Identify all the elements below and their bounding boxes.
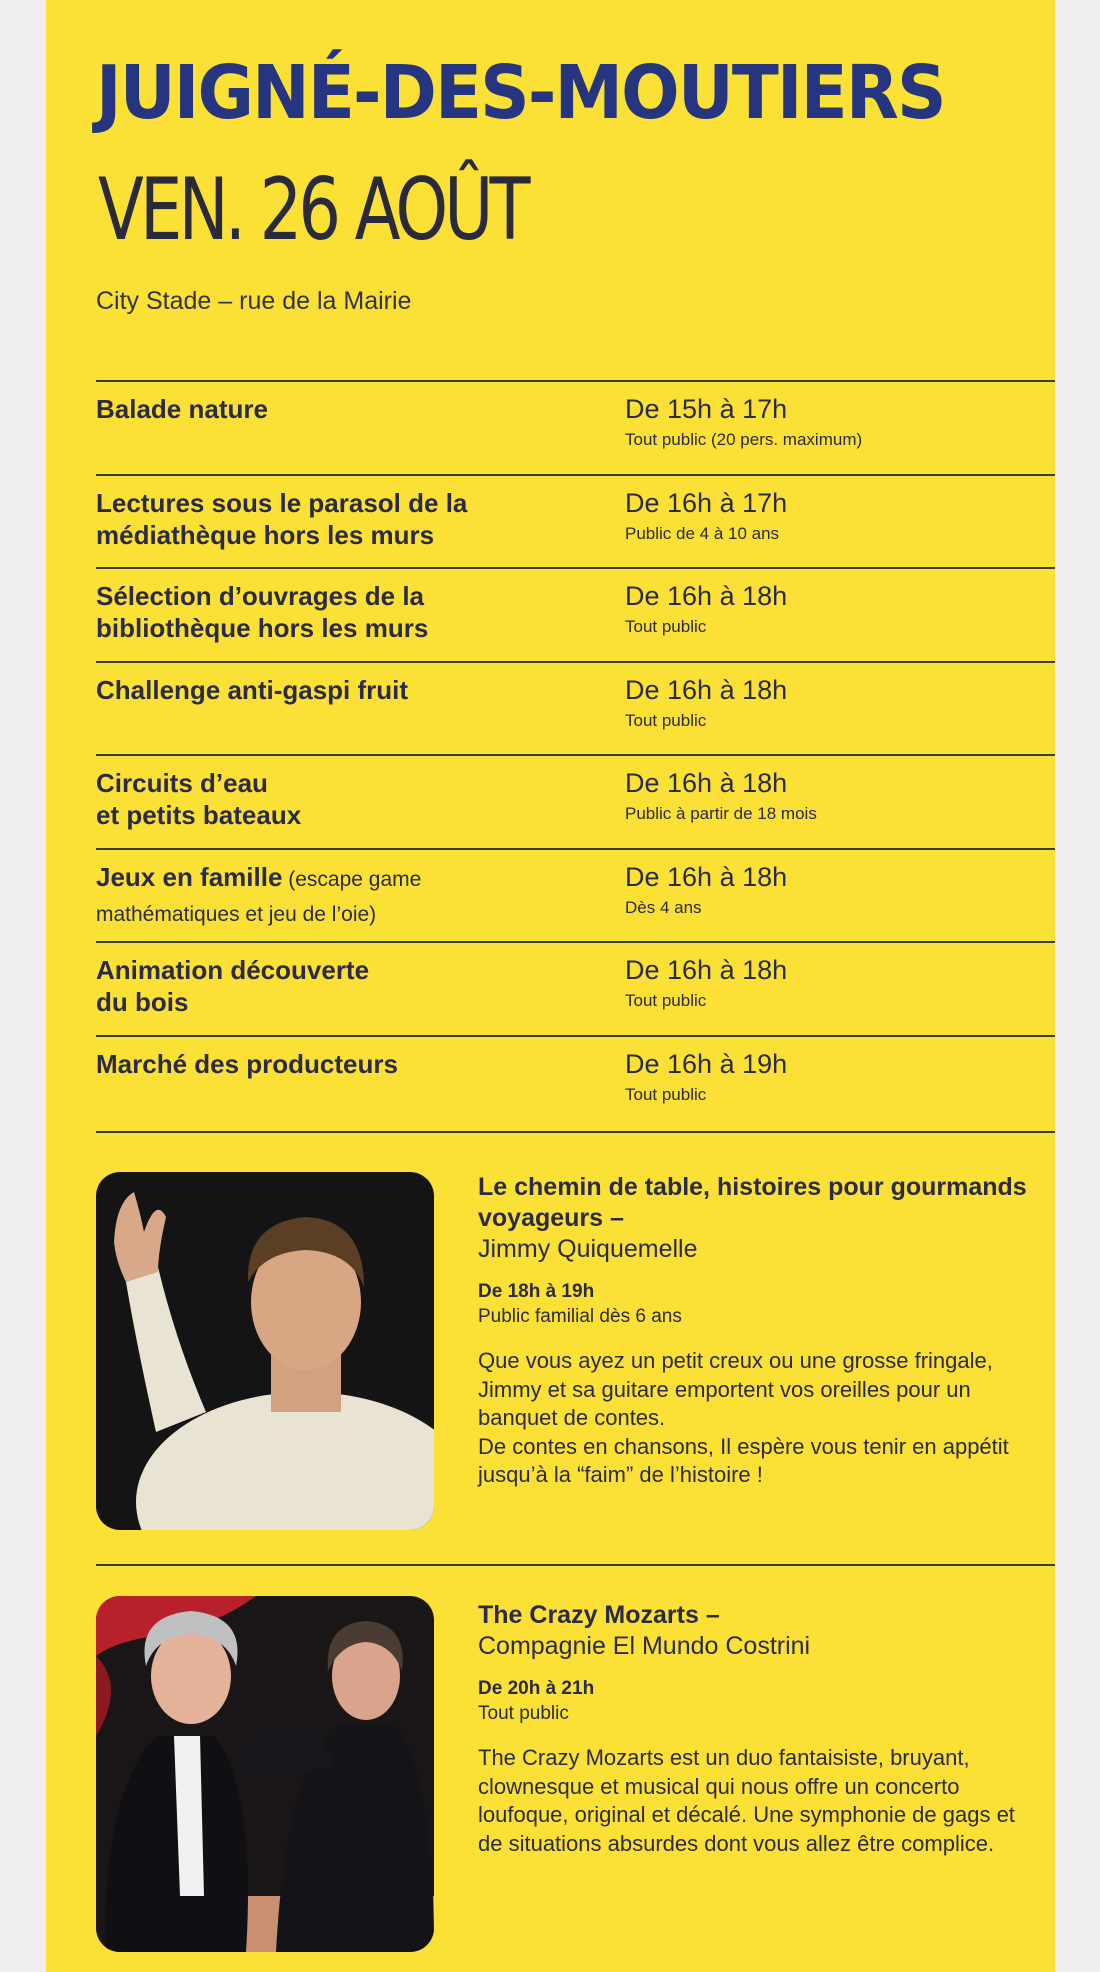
schedule-row bbox=[96, 848, 1055, 942]
schedule-row bbox=[96, 567, 1055, 661]
show-time: De 18h à 19h bbox=[478, 1281, 595, 1302]
show-audience: Public familial dès 6 ans bbox=[478, 1306, 682, 1327]
activity-name: Animation découverte du bois bbox=[96, 955, 370, 1017]
flyer-page bbox=[46, 0, 1055, 1972]
show-crazy-mozarts bbox=[96, 1564, 1055, 1856]
activity-name: Circuits d’eau et petits bateaux bbox=[96, 768, 302, 830]
activity-audience: Public à partir de 18 mois bbox=[625, 804, 817, 823]
activity-audience: Tout public bbox=[625, 710, 707, 730]
schedule-row bbox=[96, 754, 1055, 848]
activity-time: De 16h à 18h bbox=[625, 768, 788, 798]
activity-name: Marché des producteurs bbox=[96, 1048, 398, 1079]
activity-time: De 15h à 17h bbox=[625, 394, 788, 424]
activity-audience: Tout public bbox=[625, 1084, 707, 1104]
schedule-row bbox=[96, 474, 1055, 568]
show-description: Que vous ayez un petit creux ou une grosse fringale, Jimmy et sa guitare emportent vos oreilles pour un banquet de contes. De contes en chansons, Il espère vous tenir en appétit jusqu’à la “faim” de l’histoire ! bbox=[478, 1348, 1009, 1487]
schedule-row bbox=[96, 661, 1055, 755]
activity-time: De 16h à 18h bbox=[625, 674, 788, 705]
activity-schedule bbox=[96, 380, 1055, 1133]
schedule-row bbox=[96, 1035, 1055, 1133]
storyteller-photo bbox=[96, 1172, 434, 1530]
performers-photo bbox=[96, 1596, 434, 1952]
activity-audience: Public de 4 à 10 ans bbox=[625, 523, 780, 543]
event-location: City Stade – rue de la Mairie bbox=[96, 287, 412, 315]
activity-audience: Tout public bbox=[625, 617, 707, 636]
show-audience: Tout public bbox=[478, 1703, 569, 1724]
show-artist: Jimmy Quiquemelle bbox=[478, 1235, 698, 1263]
activity-name: Challenge anti-gaspi fruit bbox=[96, 674, 409, 705]
activity-time: De 16h à 17h bbox=[625, 487, 788, 518]
activity-name: Lectures sous le parasol de la médiathèque hors les murs bbox=[96, 487, 468, 550]
activity-time: De 16h à 18h bbox=[625, 955, 788, 985]
activity-name: Jeux en famille (escape game mathématiques et jeu de l’oie) bbox=[96, 861, 422, 926]
schedule-row bbox=[96, 941, 1055, 1035]
show-details bbox=[478, 1600, 1038, 1858]
activity-time: De 16h à 19h bbox=[625, 1048, 788, 1079]
schedule-row bbox=[96, 380, 1055, 474]
show-description: The Crazy Mozarts est un duo fantaisiste, bruyant, clownesque et musical qui nous offre un concerto loufoque, original et décalé. Une symphonie de gags et de situations absurdes dont vous allez être complice. bbox=[478, 1745, 1015, 1856]
show-time: De 20h à 21h bbox=[478, 1678, 595, 1699]
show-details bbox=[478, 1172, 1038, 1490]
activity-time: De 16h à 18h bbox=[625, 581, 788, 611]
show-title: The Crazy Mozarts – bbox=[478, 1601, 720, 1629]
event-date: VEN. 26 AOÛT bbox=[98, 160, 527, 260]
activity-audience: Tout public bbox=[625, 991, 707, 1010]
activity-name: Balade nature bbox=[96, 394, 268, 424]
town-title: JUIGNÉ-DES-MOUTIERS bbox=[96, 50, 945, 136]
activity-audience: Tout public (20 pers. maximum) bbox=[625, 430, 863, 449]
activity-time: De 16h à 18h bbox=[625, 861, 788, 892]
show-artist: Compagnie El Mundo Costrini bbox=[478, 1632, 811, 1660]
activity-name: Sélection d’ouvrages de la bibliothèque hors les murs bbox=[96, 581, 429, 643]
activity-audience: Dès 4 ans bbox=[625, 897, 702, 917]
show-title: Le chemin de table, histoires pour gourmands voyageurs – bbox=[478, 1173, 1027, 1232]
